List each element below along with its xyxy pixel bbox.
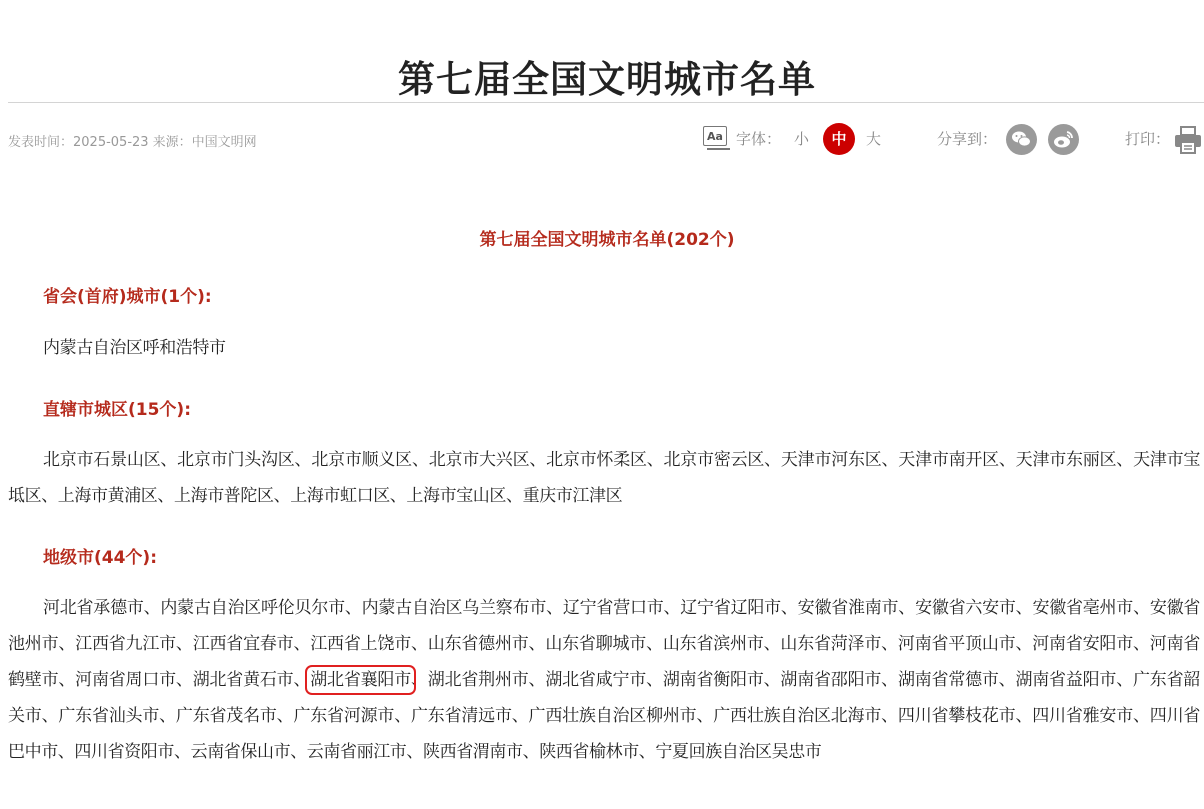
title-divider [8, 102, 1204, 103]
article-toolbar [0, 121, 1204, 157]
section-body-municipal-districts: 北京市石景山区、北京市门头沟区、北京市顺义区、北京市大兴区、北京市怀柔区、北京市密云区、天津市河东区、天津市南开区、天津市东丽区、天津市宝坻区、上海市黄浦区、上海市普陀区、上海市虹口区、上海市宝山区、重庆市江津区 [8, 450, 1200, 506]
wechat-glyph [1006, 124, 1037, 155]
weibo-icon[interactable] [1048, 124, 1079, 155]
font-size-medium-button[interactable]: 中 [823, 123, 855, 155]
page-title: 第七届全国文明城市名单 [398, 57, 816, 101]
font-size-small-button[interactable]: 小 [794, 130, 810, 148]
font-size-label: 字体： [736, 130, 782, 148]
city-list-before: 河北省承德市、内蒙古自治区呼伦贝尔市、内蒙古自治区乌兰察布市、辽宁省营口市、辽宁省辽阳市、安徽省淮南市、安徽省六安市、安徽省亳州市、安徽省池州市、江西省九江市、江西省宜春市、江西省上饶市、山东省德州市、山东省聊城市、山东省滨州市、山东省菏泽市、河南省平顶山市、河南省安阳市、河南省鹤壁市、河南省周口市、湖北省黄石市、 [8, 598, 1200, 690]
publish-meta: 发表时间：2025-05-23 来源：中国文明网 [8, 135, 257, 150]
article-heading: 第七届全国文明城市名单(202个) [479, 230, 735, 250]
printer-icon[interactable] [1173, 125, 1203, 155]
section-title-prefecture-cities: 地级市(44个): [43, 548, 157, 568]
highlighted-city: 湖北省襄阳市 [310, 670, 411, 690]
section-body-prefecture-cities [8, 590, 1200, 770]
weibo-glyph [1048, 124, 1079, 155]
font-size-icon: Aa [703, 126, 727, 146]
section-title-municipal-districts: 直辖市城区(15个): [43, 400, 191, 420]
section-title-provincial-capital: 省会(首府)城市(1个): [43, 287, 212, 307]
section-body-provincial-capital: 内蒙古自治区呼和浩特市 [43, 338, 226, 358]
share-label: 分享到： [937, 130, 998, 148]
city-list-after: 、湖北省荆州市、湖北省咸宁市、湖南省衡阳市、湖南省邵阳市、湖南省常德市、湖南省益阳市、广东省韶关市、广东省汕头市、广东省茂名市、广东省河源市、广东省清远市、广西壮族自治区柳州市、广西壮族自治区北海市、四川省攀枝花市、四川省雅安市、四川省巴中市、四川省资阳市、云南省保山市、云南省丽江市、陕西省渭南市、陕西省榆林市、宁夏回族自治区吴忠市 [8, 670, 1200, 762]
print-label: 打印： [1125, 130, 1171, 148]
font-size-large-button[interactable]: 大 [866, 130, 882, 148]
wechat-icon[interactable] [1006, 124, 1037, 155]
printer-glyph [1173, 125, 1203, 155]
